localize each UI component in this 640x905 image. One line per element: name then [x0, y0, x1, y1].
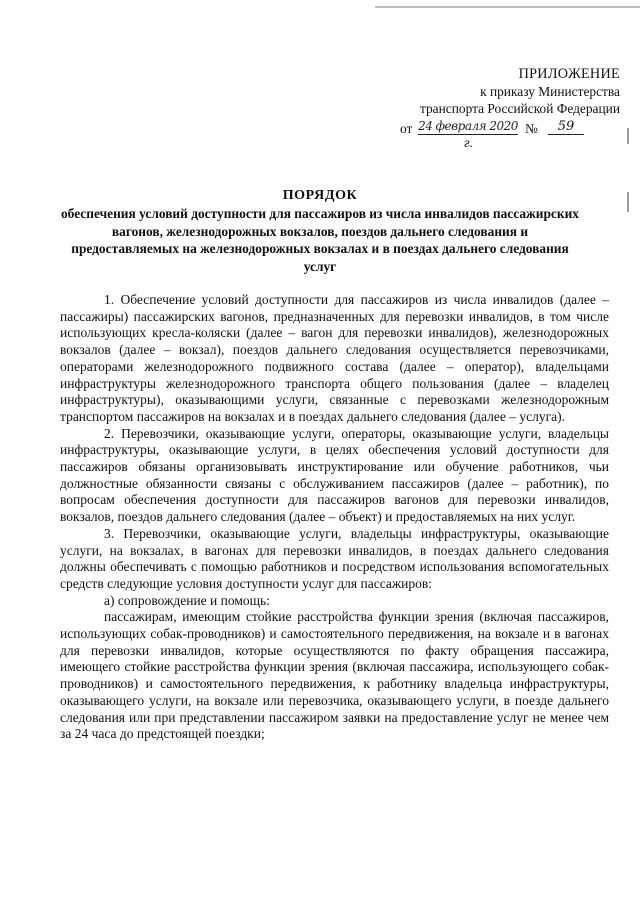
document-body [60, 292, 609, 743]
paragraph: а) сопровождение и помощь: [104, 592, 270, 608]
number-label: № [525, 121, 538, 136]
appendix-line: к приказу Министерства [480, 84, 620, 99]
handwritten-date: 24 февраля 2020 г. [418, 119, 518, 150]
from-label: от [400, 121, 413, 136]
paragraph: 1. Обеспечение условий доступности для пассажиров из числа инвалидов (далее – пассажиры) пассажирских вагонов, предназначенных для перевозки инвалидов, в том числе использующих кресла-коляски (далее – вагон для перевозки инвалидов), железнодорожных вокзалов (далее – вокзал), поездов дальнего следования осуществляется перевозчиками, операторами железнодорожного подвижного состава (далее – оператор), владельцами инфраструктуры железнодорожного транспорта общего пользования (далее – владелец инфраструктуры), оказывающими услуги, связанные с перевозками железнодорожным транспортом пассажиров на вокзалах и в поездах дальнего следования (далее – услуга). [60, 292, 609, 424]
scan-top-edge [375, 6, 640, 8]
order-date-number-row [380, 118, 620, 150]
paragraph: 3. Перевозчики, оказывающие услуги, владельцы инфраструктуры, оказывающие услуги, на вокзалах, в вагонах для перевозки инвалидов, в поездах дальнего следования должны обеспечивать с помощью работников и посредством использования вспомогательных средств следующие условия доступности услуг для пассажиров: [60, 525, 609, 591]
appendix-title: ПРИЛОЖЕНИЕ [518, 66, 620, 82]
appendix-line: транспорта Российской Федерации [419, 101, 620, 116]
scan-margin-mark [627, 192, 629, 212]
document-title: ПОРЯДОК [282, 188, 358, 203]
scan-margin-mark [627, 128, 629, 144]
paragraph: 2. Перевозчики, оказывающие услуги, операторы, оказывающие услуги, владельцы инфраструктуры, оказывающие услуги, в целях обеспечения условий доступности для пассажиров обязаны организовывать инструктирование или обучение работников, чьи должностные обязанности связаны с обслуживанием пассажиров (далее – работник), по вопросам обеспечения доступности для пассажиров вагонов для перевозки инвалидов, вокзалов, поездов дальнего следования (далее – объект) и предоставляемых на них услуг. [60, 425, 609, 525]
document-subtitle: обеспечения условий доступности для пассажиров из числа инвалидов пассажирских вагонов, железнодорожных вокзалов, поездов дальнего следования и предоставляемых на железнодорожных вокзалах и в поездах дальнего следования услуг [60, 206, 579, 274]
handwritten-number: 59 [548, 118, 584, 135]
appendix-block [380, 66, 620, 150]
paragraph: пассажирам, имеющим стойкие расстройства функции зрения (включая пассажиров, использующих собак-проводников) и самостоятельного передвижения, на вокзале и в вагонах для перевозки инвалидов, которые осуществляются по факту обращения пассажира, имеющего стойкие расстройства функции зрения (включая пассажира, использующего собак-проводников) и самостоятельного передвижения, к работнику владельца инфраструктуры, оказывающего услуги, на вокзале или перевозчика, оказывающего услуги, в поезде дальнего следования или при представлении пассажиром заявки на предоставление услуг не менее чем за 24 часа до предстоящей поездки; [60, 609, 609, 742]
